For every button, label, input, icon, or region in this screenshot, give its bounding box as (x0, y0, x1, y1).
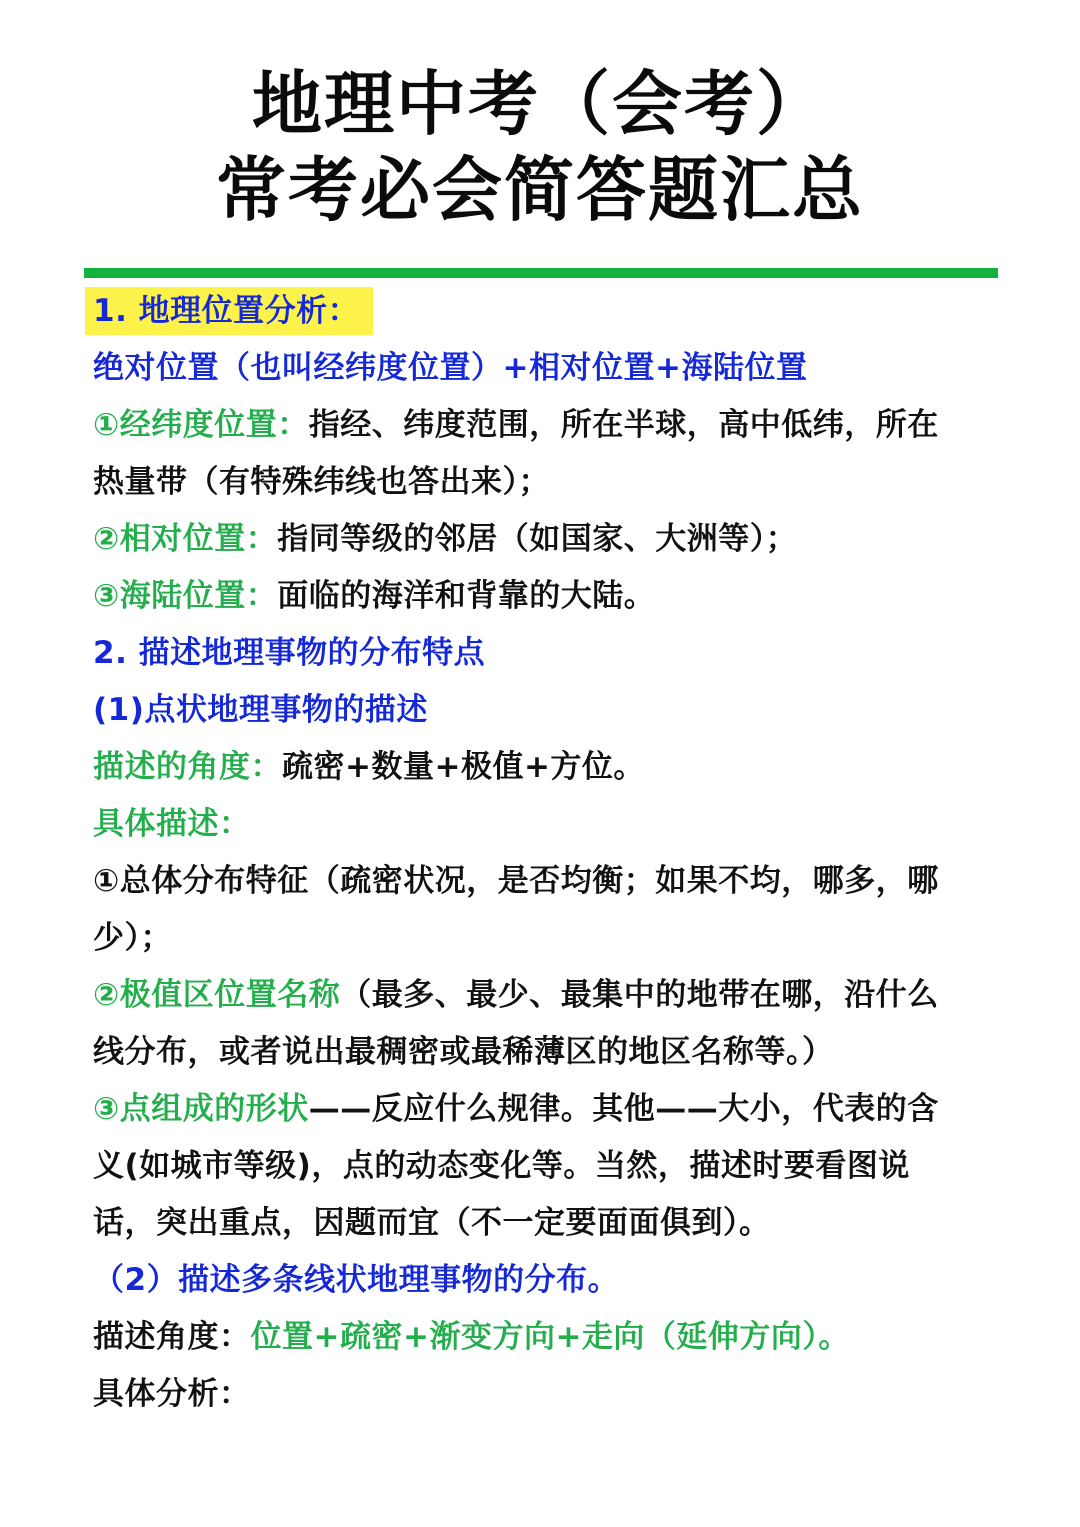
point-shape-cont-2: 话，突出重点，因题而宜（不一定要面面俱到）。 (93, 1205, 771, 1241)
section-heading-1-text: 1. 地理位置分析： (85, 287, 373, 335)
section-heading-1 (93, 283, 993, 340)
overall-distribution-line: ①总体分布特征（疏密状况，是否均衡；如果不均，哪多，哪 (93, 863, 939, 899)
specific-analysis-label: 具体分析： (93, 1376, 251, 1412)
relative-position-desc: 指同等级的邻居（如国家、大洲等）； (277, 521, 798, 557)
latlon-position-desc-cont: 热量带（有特殊纬线也答出来）； (93, 464, 550, 500)
description-angle-desc: 疏密+数量+极值+方位。 (282, 749, 645, 785)
line-description-angle-line (93, 1309, 993, 1366)
sea-land-position-desc: 面临的海洋和背靠的大陆。 (277, 578, 656, 614)
latlon-position-desc: 指经、纬度范围，所在半球，高中低纬，所在 (308, 407, 939, 443)
relative-position-line (93, 511, 993, 568)
point-shape-term: ③点组成的形状 (93, 1091, 309, 1127)
section-heading-2: 2. 描述地理事物的分布特点 (93, 635, 486, 671)
latlon-position-line (93, 397, 993, 454)
line-description-angle-desc: 位置+疏密+渐变方向+走向（延伸方向）。 (250, 1319, 850, 1355)
description-angle-line (93, 739, 993, 796)
sea-land-position-term: ③海陆位置： (93, 578, 278, 614)
title-divider (84, 268, 998, 278)
specific-description-label: 具体描述： (93, 806, 251, 842)
page-title-line-2: 常考必会简答题汇总 (216, 149, 864, 231)
point-shape-cont-1: 义(如城市等级)，点的动态变化等。当然，描述时要看图说 (93, 1148, 910, 1184)
sea-land-position-line (93, 568, 993, 625)
location-formula: 绝对位置（也叫经纬度位置）+相对位置+海陆位置 (93, 350, 808, 386)
subsection-heading-1: (1)点状地理事物的描述 (93, 692, 428, 728)
relative-position-term: ②相对位置： (93, 521, 278, 557)
latlon-position-term: ①经纬度位置： (93, 407, 309, 443)
page-title-line-1: 地理中考（会考） (252, 63, 828, 145)
subsection-heading-2: （2）描述多条线状地理事物的分布。 (93, 1262, 620, 1298)
point-shape-line (93, 1081, 993, 1138)
extreme-area-desc: （最多、最少、最集中的地带在哪，沿什么 (340, 977, 939, 1013)
extreme-area-cont: 线分布，或者说出最稠密或最稀薄区的地区名称等。） (93, 1034, 834, 1070)
point-shape-desc: ——反应什么规律。其他——大小，代表的含 (308, 1091, 939, 1127)
overall-distribution-cont: 少）； (93, 920, 172, 956)
content-body (93, 283, 993, 1423)
extreme-area-term: ②极值区位置名称 (93, 977, 341, 1013)
description-angle-term: 描述的角度： (93, 749, 282, 785)
extreme-area-line (93, 967, 993, 1024)
line-description-angle-term: 描述角度： (93, 1319, 251, 1355)
